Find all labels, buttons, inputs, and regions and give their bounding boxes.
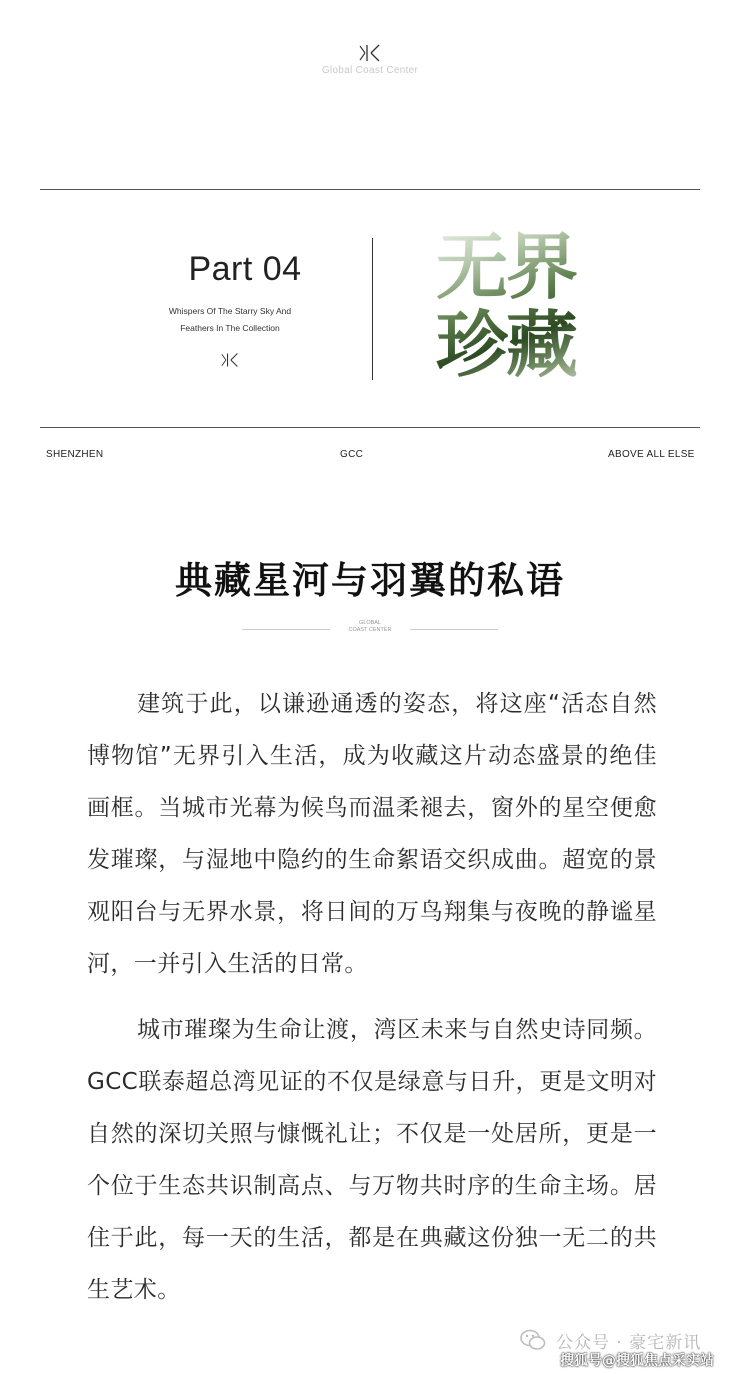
wechat-icon [520,1329,546,1351]
bottom-divider [40,427,700,428]
vertical-divider [372,238,373,380]
part-subtitle-line2: Feathers In The Collection [180,323,280,333]
banner-title-line1: 无界 [436,224,577,309]
ornament-text [0,620,740,634]
label-shenzhen: SHENZHEN [46,449,104,460]
top-divider [40,189,700,190]
banner-title [436,224,606,387]
banner-title-line2: 珍藏 [436,302,577,387]
sohu-watermark: 搜狐号@搜狐焦点采实站 [560,1353,714,1369]
label-gcc: GCC [340,449,364,460]
watermark-text: 公众号 · 豪宅新讯 [556,1333,702,1353]
ornament-text-line2: COAST CENTER [348,627,392,633]
body-paragraph-2: 城市璀璨为生命让渡，湾区未来与自然史诗同频。GCC联泰超总湾见证的不仅是绿意与日升，更是文明对自然的深切关照与慷慨礼让；不仅是一处居所，更是一个位于生态共识制高点、与万物共时序的生命主场。居住于此，每一天的生活，都是在典藏这份独一无二的共生艺术。 [87,1017,657,1303]
gcc-logo-icon [359,44,381,62]
gcc-mini-logo-icon [221,352,239,368]
body-paragraph-1: 建筑于此，以谦逊通透的姿态，将这座“活态自然博物馆”无界引入生活，成为收藏这片动态盛景的绝佳画框。当城市光幕为候鸟而温柔褪去，窗外的星空便愈发璀璨，与湿地中隐约的生命絮语交织成曲。超宽的景观阳台与无界水景，将日间的万鸟翔集与夜晚的静谧星河，一并引入生活的日常。 [87,691,657,977]
part-subtitle [140,303,320,337]
part-label: Part 04 [188,250,302,288]
part-subtitle-line1: Whispers Of The Starry Sky And [168,306,292,316]
logo-text: Global Coast Center [321,65,419,76]
label-above-all-else: ABOVE ALL ELSE [608,449,695,460]
ornament-text-line1: GLOBAL [358,620,381,626]
section-title: 典藏星河与羽翼的私语 [175,558,565,602]
